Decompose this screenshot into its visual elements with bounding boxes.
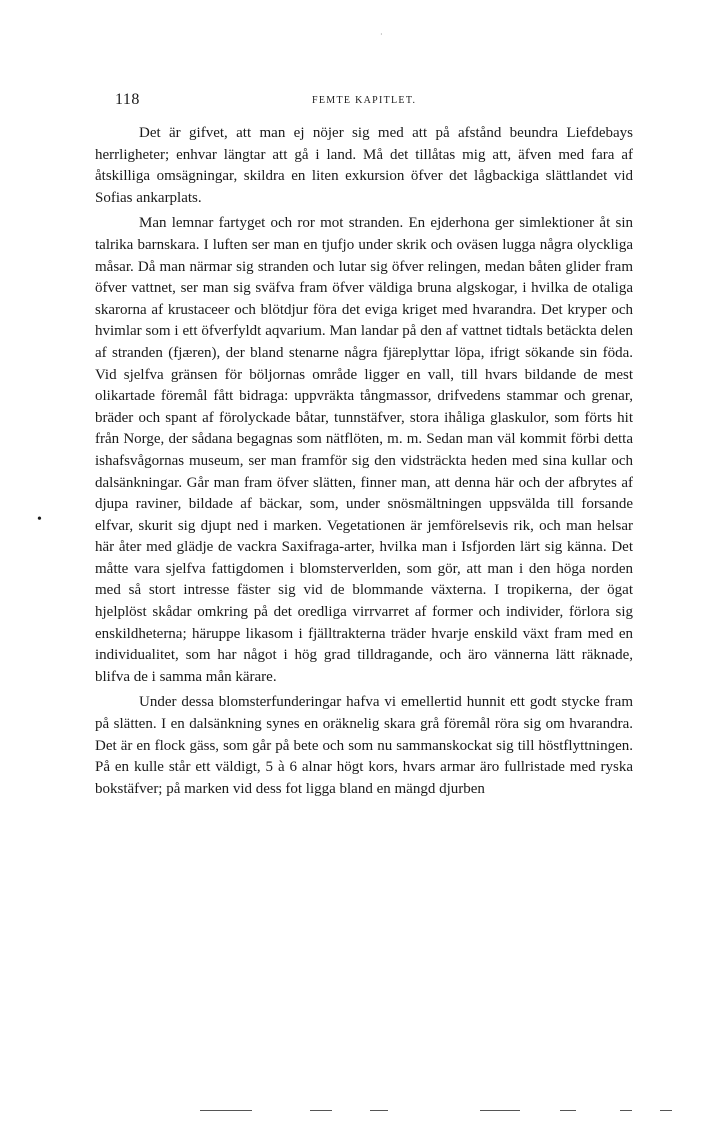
scan-dash — [310, 1110, 332, 1111]
scan-dash — [370, 1110, 388, 1111]
scan-dash — [480, 1110, 520, 1111]
bottom-scan-marks — [200, 1110, 680, 1120]
margin-mark: • — [37, 512, 42, 527]
scan-speck: · — [380, 30, 383, 39]
paragraph-2: Man lemnar fartyget och ror mot stranden. En ejderhona ger simlektioner åt sin talrika barnskara. I luften ser man en tjufjo under skrik och oväsen lugga några olyckliga måsar. Då man närmar sig stranden och lutar sig öfver relingen, medan båten glider fram öfver vattnet, ser man sig sväfva fram öfver väldiga bruna algskogar, i hvilka de otaliga skarorna af krustaceer och blötdjur föra det eviga kriget med hvarandra. Det kryper och hvimlar som i ett öfverfyldt aqvarium. Man landar på den af vattnet tidtals betäckta delen af stranden (fjæren), der bland stenarne några fjäreplyttar löpa, ifrigt sökande sin föda. Vid sjelfva gränsen för böljornas område ligger en vall, till hvars bildande de mest olikartade föremål fått bidraga: uppvräkta tångmassor, drifvedens stammar och grenar, bräder och spant af förolyckade båtar, tunnstäfver, stora ihåliga glaskulor, som förts hit från Norge, der sådana begagnas som nätflöten, m. m. Sedan man väl kommit förbi detta ishafsvågornas museum, ser man framför sig den vidsträckta heden med sina kullar och dalsänkningar. Går man fram öfver slätten, finner man, att denna här och der afbrytes af djupa raviner, bildade af bäckar, som, under snösmältningen uppsvälda till forsande elfvar, skurit sig djupt ned i marken. Vegetationen är jemförelsevis rik, och man helsar här åter med glädje de vackra Saxifraga-arter, hvilka man i Isfjorden lärt sig känna. Det måtte vara sjelfva fattigdomen i blomsterverlden, som gör, att man i den höga norden med så stort intresse fäster sig vid de blommande växterna. I tropikerna, der ögat hjelplöst skådar omkring på det oredliga virrvarret af former och individer, förlora sig enskildheterna; häruppe likasom i fjälltrakterna träder hvarje enskild växt fram med en individualitet, som har något i hög grad tilldragande, och äro vännerna lätt räknade, blifva de i samma mån kärare. — [95, 215, 633, 685]
scan-dash — [660, 1110, 672, 1111]
page-number: 118 — [115, 91, 140, 108]
scan-dash — [560, 1110, 576, 1111]
running-head: FEMTE KAPITLET. — [312, 95, 417, 106]
scan-dash — [620, 1110, 632, 1111]
body-text — [95, 123, 633, 800]
paragraph-3: Under dessa blomsterfunderingar hafva vi emellertid hunnit ett godt stycke fram på slätten. I en dalsänkning synes en oräknelig skara grå föremål röra sig om hvarandra. Det är en flock gäss, som går på bete och som nu sammanskockat sig till höstflyttningen. På en kulle står ett väldigt, 5 à 6 alnar högt kors, hvars armar äro fullristade med ryska bokstäfver; på marken vid dess fot ligga bland en mängd djurben — [95, 694, 633, 797]
paragraph-1: Det är gifvet, att man ej nöjer sig med att på afstånd beundra Liefdebays herrligheter; enhvar längtar att gå i land. Må det tillåtas mig att, äfven med fara af åtskilliga omsägningar, skildra en liten exkursion öfver det lågbackiga slättlandet vid Sofias ankarplats. — [95, 125, 633, 206]
scan-dash — [200, 1110, 252, 1111]
page-header — [115, 91, 633, 111]
